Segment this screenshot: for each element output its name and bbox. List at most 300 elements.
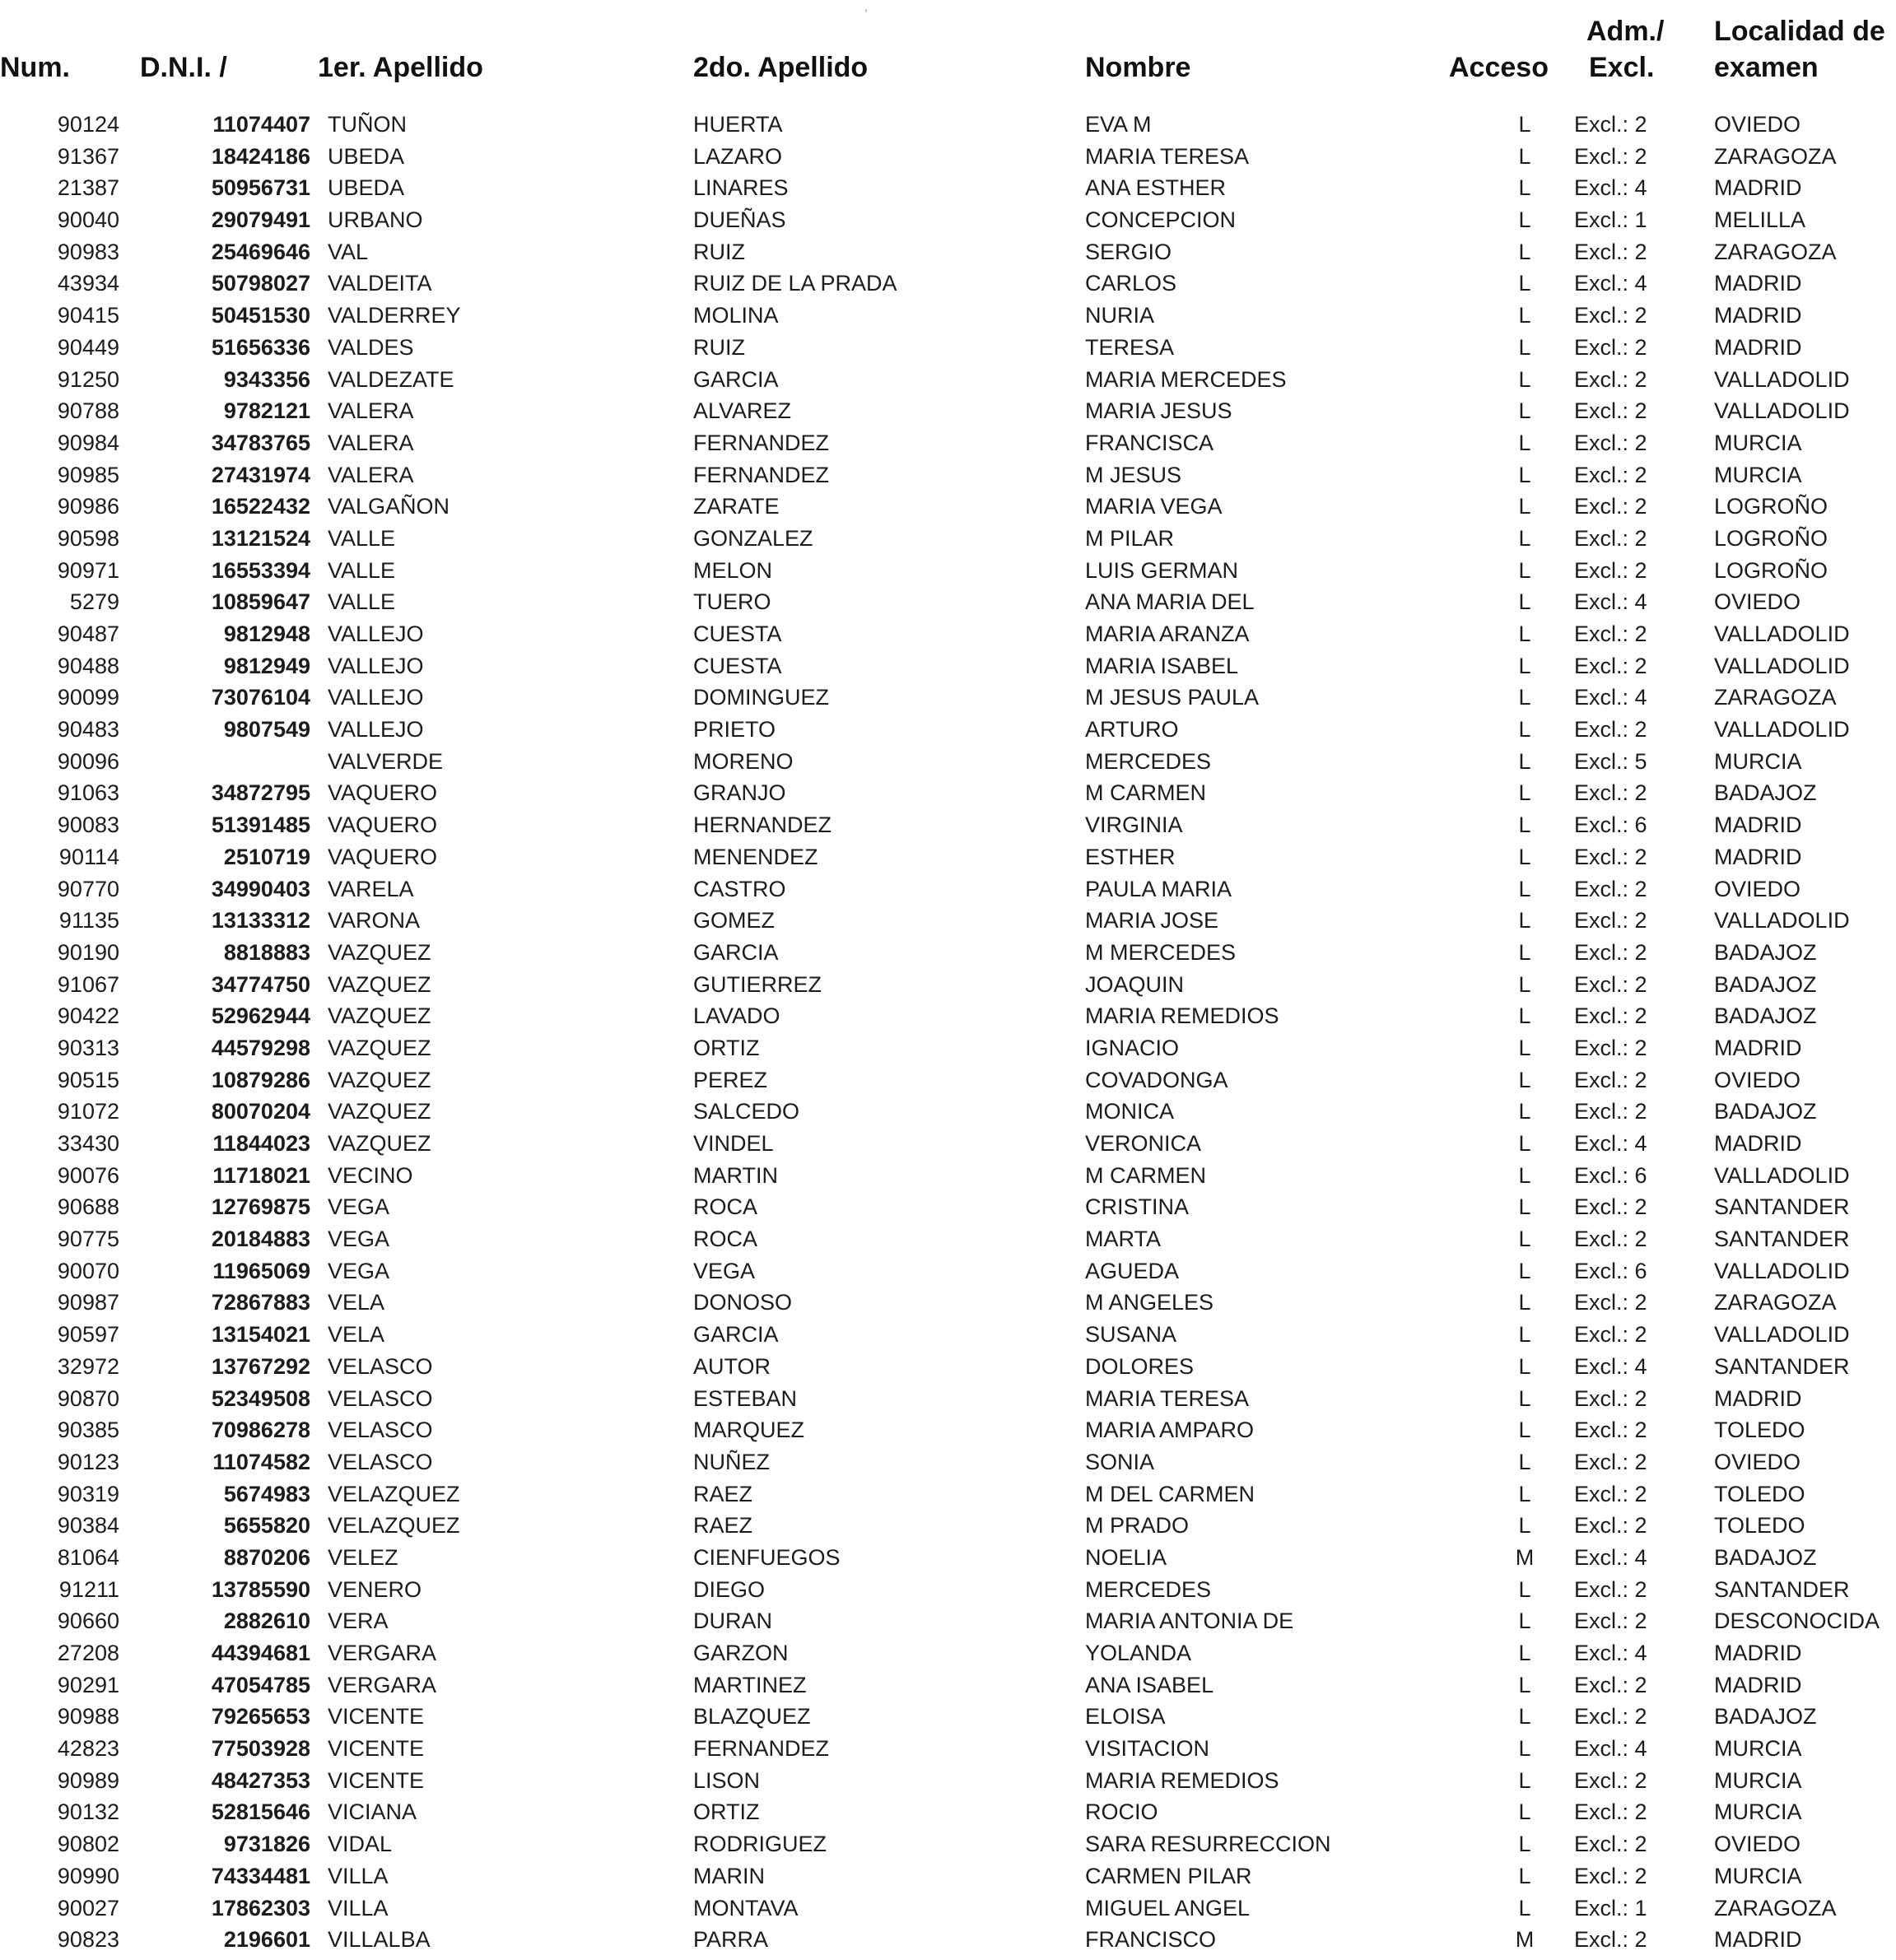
cell-nombre: SARA RESURRECCION — [1085, 1832, 1331, 1857]
cell-dni: 13767292 — [211, 1353, 310, 1379]
cell-adm-excl: Excl.: 2 — [1574, 1385, 1647, 1411]
scan-mark: , — [864, 0, 868, 13]
cell-localidad: VALLADOLID — [1714, 1258, 1850, 1283]
cell-adm-excl: Excl.: 2 — [1574, 1767, 1647, 1793]
cell-apellido2: ESTEBAN — [693, 1385, 798, 1411]
cell-nombre: VIRGINIA — [1085, 812, 1183, 838]
cell-dni: 51391485 — [211, 812, 310, 838]
cell-nombre: NOELIA — [1085, 1544, 1167, 1570]
cell-nombre: IGNACIO — [1085, 1035, 1180, 1060]
cell-adm-excl: Excl.: 2 — [1574, 112, 1647, 137]
table-row — [0, 1096, 1896, 1128]
cell-dni: 77503928 — [211, 1736, 310, 1762]
cell-apellido2: PARRA — [693, 1927, 769, 1953]
cell-adm-excl: Excl.: 2 — [1574, 494, 1647, 519]
table-row — [0, 873, 1896, 906]
cell-dni: 72867883 — [211, 1290, 310, 1315]
cell-num: 32972 — [57, 1353, 119, 1379]
cell-nombre: M JESUS — [1085, 462, 1182, 487]
cell-adm-excl: Excl.: 2 — [1574, 398, 1647, 424]
cell-adm-excl: Excl.: 6 — [1574, 1258, 1647, 1283]
cell-apellido2: RUIZ — [693, 334, 745, 360]
cell-acceso: L — [1518, 1704, 1531, 1730]
cell-acceso: M — [1515, 1927, 1535, 1953]
cell-apellido2: GARCIA — [693, 1322, 779, 1348]
cell-adm-excl: Excl.: 4 — [1574, 1641, 1647, 1665]
cell-nombre: MIGUEL ANGEL — [1085, 1895, 1251, 1920]
cell-localidad: VALLADOLID — [1714, 908, 1850, 933]
cell-localidad: ZARAGOZA — [1714, 239, 1837, 264]
cell-nombre: COVADONGA — [1085, 1067, 1228, 1092]
cell-nombre: SONIA — [1085, 1449, 1155, 1474]
header-adm-line2: Excl. — [1589, 52, 1655, 83]
cell-apellido1: UBEDA — [328, 175, 405, 201]
table-row — [0, 459, 1896, 491]
cell-localidad: MADRID — [1714, 844, 1802, 869]
cell-num: 90989 — [57, 1767, 119, 1793]
cell-num: 90422 — [57, 1003, 119, 1029]
cell-localidad: LOGROÑO — [1714, 494, 1828, 519]
cell-apellido2: DIEGO — [693, 1576, 766, 1602]
cell-nombre: VISITACION — [1085, 1736, 1210, 1762]
cell-num: 90385 — [57, 1418, 119, 1443]
cell-nombre: AGUEDA — [1085, 1258, 1180, 1283]
cell-num: 91063 — [57, 780, 119, 806]
cell-acceso: L — [1518, 462, 1531, 487]
cell-localidad: BADAJOZ — [1714, 780, 1817, 806]
cell-nombre: MERCEDES — [1085, 1576, 1212, 1602]
cell-num: 90190 — [57, 939, 119, 965]
cell-adm-excl: Excl.: 4 — [1574, 1736, 1647, 1762]
cell-apellido2: MARTIN — [693, 1162, 779, 1188]
cell-adm-excl: Excl.: 2 — [1574, 1067, 1647, 1092]
cell-acceso: L — [1518, 1641, 1531, 1665]
cell-localidad: ZARAGOZA — [1714, 685, 1837, 710]
cell-apellido1: VALERA — [328, 430, 414, 455]
cell-apellido1: VAZQUEZ — [328, 1003, 431, 1029]
cell-dni: 34990403 — [211, 876, 310, 901]
cell-num: 90070 — [57, 1258, 119, 1283]
cell-acceso: L — [1518, 1194, 1531, 1220]
cell-acceso: L — [1518, 1481, 1531, 1506]
cell-nombre: M MERCEDES — [1085, 939, 1237, 965]
cell-nombre: M PRADO — [1085, 1513, 1190, 1539]
table-row — [0, 141, 1896, 173]
header-dni: D.N.I. / — [140, 52, 227, 83]
cell-apellido1: VAZQUEZ — [328, 1067, 431, 1092]
cell-adm-excl: Excl.: 2 — [1574, 462, 1647, 487]
cell-num: 90488 — [57, 653, 119, 678]
cell-apellido1: VALLE — [328, 589, 396, 615]
cell-acceso: L — [1518, 1513, 1531, 1539]
table-row — [0, 1383, 1896, 1415]
cell-apellido2: TUERO — [693, 589, 771, 615]
cell-apellido1: VAZQUEZ — [328, 1099, 431, 1124]
cell-adm-excl: Excl.: 4 — [1574, 1353, 1647, 1379]
cell-nombre: M PILAR — [1085, 525, 1175, 551]
cell-adm-excl: Excl.: 2 — [1574, 1290, 1647, 1315]
table-row — [0, 618, 1896, 650]
cell-num: 90983 — [57, 239, 119, 264]
cell-localidad: SANTANDER — [1714, 1353, 1850, 1379]
cell-apellido2: BLAZQUEZ — [693, 1704, 811, 1730]
cell-num: 33430 — [57, 1131, 119, 1156]
cell-apellido2: MOLINA — [693, 303, 779, 328]
cell-adm-excl: Excl.: 2 — [1574, 1449, 1647, 1474]
cell-nombre: M CARMEN — [1085, 1162, 1206, 1188]
cell-nombre: ANA MARIA DEL — [1085, 589, 1255, 615]
cell-nombre: TERESA — [1085, 334, 1175, 360]
cell-adm-excl: Excl.: 2 — [1574, 1704, 1647, 1730]
cell-apellido2: DONOSO — [693, 1290, 793, 1315]
cell-adm-excl: Excl.: 2 — [1574, 1609, 1647, 1634]
cell-localidad: OVIEDO — [1714, 1832, 1801, 1857]
cell-nombre: FRANCISCA — [1085, 430, 1214, 455]
table-row — [0, 300, 1896, 332]
cell-apellido1: VEGA — [328, 1258, 390, 1283]
cell-dni: 16522432 — [211, 494, 310, 519]
cell-dni: 13154021 — [211, 1322, 310, 1348]
cell-nombre: CONCEPCION — [1085, 207, 1237, 233]
cell-apellido1: VERGARA — [328, 1672, 437, 1697]
cell-num: 90076 — [57, 1162, 119, 1188]
cell-nombre: M ANGELES — [1085, 1290, 1214, 1315]
table-row — [0, 1446, 1896, 1478]
cell-adm-excl: Excl.: 2 — [1574, 1035, 1647, 1060]
cell-dni: 9807549 — [223, 717, 310, 743]
cell-num: 90990 — [57, 1863, 119, 1888]
cell-adm-excl: Excl.: 4 — [1574, 271, 1647, 296]
cell-dni: 11844023 — [212, 1131, 310, 1156]
table-row — [0, 1287, 1896, 1319]
cell-localidad: MADRID — [1714, 1927, 1802, 1953]
cell-acceso: L — [1518, 1385, 1531, 1411]
table-row — [0, 969, 1896, 1001]
cell-acceso: L — [1518, 1353, 1531, 1379]
cell-apellido1: VALVERDE — [328, 748, 444, 774]
cell-localidad: ZARAGOZA — [1714, 1895, 1837, 1920]
table-row — [0, 236, 1896, 268]
cell-acceso: L — [1518, 430, 1531, 455]
cell-localidad: MURCIA — [1714, 1799, 1802, 1825]
cell-apellido2: NUÑEZ — [693, 1449, 770, 1474]
table-row — [0, 427, 1896, 459]
cell-apellido1: VELAZQUEZ — [328, 1513, 460, 1539]
cell-num: 90319 — [57, 1481, 119, 1506]
cell-adm-excl: Excl.: 2 — [1574, 1003, 1647, 1029]
cell-dni: 25469646 — [211, 239, 310, 264]
cell-adm-excl: Excl.: 2 — [1574, 908, 1647, 933]
cell-apellido2: MELON — [693, 557, 773, 583]
header-adm-line1: Adm./ — [1586, 16, 1665, 47]
cell-apellido1: VICIANA — [328, 1799, 417, 1825]
cell-dni: 74334481 — [211, 1863, 310, 1888]
cell-num: 81064 — [57, 1544, 119, 1570]
cell-acceso: L — [1518, 748, 1531, 774]
cell-apellido1: VERA — [328, 1609, 389, 1634]
cell-num: 90099 — [57, 685, 119, 710]
cell-nombre: SUSANA — [1085, 1322, 1177, 1348]
cell-adm-excl: Excl.: 2 — [1574, 1799, 1647, 1825]
cell-dni: 34872795 — [211, 780, 310, 806]
cell-num: 90291 — [57, 1672, 119, 1697]
table-row — [0, 268, 1896, 300]
cell-localidad: MURCIA — [1714, 462, 1802, 487]
cell-dni: 34783765 — [211, 430, 310, 455]
cell-adm-excl: Excl.: 4 — [1574, 589, 1647, 615]
cell-acceso: L — [1518, 1035, 1531, 1060]
cell-apellido1: VILLA — [328, 1863, 389, 1888]
cell-apellido2: ORTIZ — [693, 1799, 760, 1825]
cell-nombre: MARIA MERCEDES — [1085, 366, 1287, 392]
cell-apellido1: VALLEJO — [328, 653, 424, 678]
table-row — [0, 1924, 1896, 1956]
cell-apellido2: RUIZ DE LA PRADA — [693, 271, 897, 296]
cell-adm-excl: Excl.: 2 — [1574, 971, 1647, 997]
cell-acceso: L — [1518, 971, 1531, 997]
cell-acceso: L — [1518, 876, 1531, 901]
cell-nombre: CARMEN PILAR — [1085, 1863, 1252, 1888]
cell-dni: 52349508 — [211, 1385, 310, 1411]
cell-adm-excl: Excl.: 2 — [1574, 844, 1647, 869]
cell-apellido1: VECINO — [328, 1162, 413, 1188]
cell-adm-excl: Excl.: 5 — [1574, 748, 1647, 774]
cell-nombre: ANA ISABEL — [1085, 1672, 1214, 1697]
cell-apellido1: VELASCO — [328, 1418, 433, 1443]
cell-num: 91250 — [57, 366, 119, 392]
table-row — [0, 555, 1896, 587]
cell-nombre: M DEL CARMEN — [1085, 1481, 1255, 1506]
cell-nombre: MARIA TERESA — [1085, 1385, 1250, 1411]
header-acceso: Acceso — [1449, 52, 1549, 83]
cell-nombre: CARLOS — [1085, 271, 1177, 296]
cell-num: 91367 — [57, 143, 119, 169]
cell-acceso: L — [1518, 1258, 1531, 1283]
cell-nombre: MARIA REMEDIOS — [1085, 1767, 1279, 1793]
cell-apellido1: VAZQUEZ — [328, 939, 431, 965]
cell-apellido1: VARELA — [328, 876, 414, 901]
cell-localidad: SANTANDER — [1714, 1194, 1850, 1220]
table-row — [0, 650, 1896, 682]
cell-apellido1: VIDAL — [328, 1832, 393, 1857]
cell-adm-excl: Excl.: 2 — [1574, 717, 1647, 743]
cell-localidad: MURCIA — [1714, 1736, 1802, 1762]
cell-num: 90987 — [57, 1290, 119, 1315]
cell-localidad: MURCIA — [1714, 430, 1802, 455]
cell-apellido2: ROCA — [693, 1227, 758, 1252]
table-row — [0, 1319, 1896, 1351]
cell-adm-excl: Excl.: 2 — [1574, 1322, 1647, 1348]
cell-apellido1: VELASCO — [328, 1449, 433, 1474]
cell-acceso: L — [1518, 303, 1531, 328]
cell-dni: 20184883 — [211, 1227, 310, 1252]
cell-apellido1: VALLE — [328, 525, 396, 551]
cell-dni: 11074582 — [212, 1449, 310, 1474]
cell-acceso: L — [1518, 939, 1531, 965]
cell-localidad: BADAJOZ — [1714, 939, 1817, 965]
header-num: Num. — [0, 52, 70, 83]
cell-num: 42823 — [57, 1736, 119, 1762]
cell-localidad: MADRID — [1714, 1035, 1802, 1060]
cell-num: 91211 — [58, 1576, 119, 1602]
cell-apellido1: VILLALBA — [328, 1927, 431, 1953]
cell-acceso: L — [1518, 1067, 1531, 1092]
cell-apellido2: FERNANDEZ — [693, 430, 830, 455]
cell-acceso: L — [1518, 1003, 1531, 1029]
cell-dni: 52962944 — [211, 1003, 310, 1029]
header-nombre: Nombre — [1085, 52, 1191, 83]
cell-nombre: NURIA — [1085, 303, 1155, 328]
cell-apellido2: FERNANDEZ — [693, 1736, 830, 1762]
cell-adm-excl: Excl.: 2 — [1574, 876, 1647, 901]
table-row — [0, 332, 1896, 364]
cell-apellido2: VEGA — [693, 1258, 756, 1283]
cell-acceso: L — [1518, 1576, 1531, 1602]
cell-nombre: MARIA AMPARO — [1085, 1418, 1255, 1443]
cell-num: 90802 — [57, 1832, 119, 1857]
cell-apellido1: VAZQUEZ — [328, 1035, 431, 1060]
cell-adm-excl: Excl.: 2 — [1574, 1832, 1647, 1857]
cell-adm-excl: Excl.: 1 — [1574, 1895, 1647, 1920]
cell-nombre: M JESUS PAULA — [1085, 685, 1260, 710]
cell-apellido1: VILLA — [328, 1895, 389, 1920]
cell-acceso: L — [1518, 1131, 1531, 1156]
cell-dni: 13133312 — [211, 908, 310, 933]
cell-num: 90483 — [57, 717, 119, 743]
cell-apellido2: PEREZ — [693, 1067, 768, 1092]
cell-localidad: ZARAGOZA — [1714, 1290, 1837, 1315]
cell-acceso: L — [1518, 239, 1531, 264]
cell-localidad: OVIEDO — [1714, 112, 1801, 137]
cell-apellido1: VARONA — [328, 908, 421, 933]
table-row — [0, 364, 1896, 396]
cell-localidad: BADAJOZ — [1714, 971, 1817, 997]
cell-localidad: OVIEDO — [1714, 1067, 1801, 1092]
cell-num: 90132 — [57, 1799, 119, 1825]
cell-apellido1: VELA — [328, 1290, 385, 1315]
cell-acceso: L — [1518, 717, 1531, 743]
cell-nombre: M CARMEN — [1085, 780, 1206, 806]
cell-apellido2: GONZALEZ — [693, 525, 813, 551]
cell-acceso: L — [1518, 366, 1531, 392]
table-row — [0, 1733, 1896, 1765]
cell-dni: 2196601 — [223, 1927, 310, 1953]
cell-apellido1: VICENTE — [328, 1704, 425, 1730]
table-row — [0, 1191, 1896, 1223]
cell-dni: 50451530 — [211, 303, 310, 328]
cell-localidad: OVIEDO — [1714, 876, 1801, 901]
cell-acceso: M — [1515, 1544, 1535, 1570]
cell-nombre: CRISTINA — [1085, 1194, 1190, 1220]
cell-dni: 11074407 — [212, 112, 310, 137]
cell-acceso: L — [1518, 1322, 1531, 1348]
cell-adm-excl: Excl.: 2 — [1574, 334, 1647, 360]
cell-apellido1: VELAZQUEZ — [328, 1481, 460, 1506]
cell-acceso: L — [1518, 589, 1531, 615]
cell-localidad: MADRID — [1714, 334, 1802, 360]
table-row — [0, 1478, 1896, 1511]
table-row — [0, 109, 1896, 141]
cell-nombre: MARIA JOSE — [1085, 908, 1219, 933]
cell-nombre: MONICA — [1085, 1099, 1174, 1124]
cell-dni: 51656336 — [211, 334, 310, 360]
cell-acceso: L — [1518, 112, 1531, 137]
cell-adm-excl: Excl.: 2 — [1574, 1927, 1647, 1953]
cell-acceso: L — [1518, 1099, 1531, 1124]
table-row — [0, 1351, 1896, 1383]
cell-acceso: L — [1518, 1162, 1531, 1188]
cell-acceso: L — [1518, 685, 1531, 710]
cell-adm-excl: Excl.: 2 — [1574, 1576, 1647, 1602]
cell-localidad: ZARAGOZA — [1714, 143, 1837, 169]
cell-acceso: L — [1518, 1672, 1531, 1697]
cell-dni: 50798027 — [211, 271, 310, 296]
cell-apellido2: FERNANDEZ — [693, 462, 830, 487]
cell-apellido1: VEGA — [328, 1194, 390, 1220]
cell-localidad: MURCIA — [1714, 1767, 1802, 1793]
cell-dni: 73076104 — [211, 685, 310, 710]
cell-nombre: VERONICA — [1085, 1131, 1202, 1156]
cell-apellido2: LAVADO — [693, 1003, 780, 1029]
cell-num: 90988 — [57, 1704, 119, 1730]
cell-localidad: TOLEDO — [1714, 1513, 1805, 1539]
cell-num: 27208 — [57, 1641, 119, 1665]
cell-acceso: L — [1518, 812, 1531, 838]
cell-localidad: VALLADOLID — [1714, 1322, 1850, 1348]
cell-apellido2: HERNANDEZ — [693, 812, 832, 838]
cell-apellido1: VAL — [328, 239, 369, 264]
cell-localidad: MADRID — [1714, 1641, 1802, 1665]
table-row — [0, 395, 1896, 427]
table-row — [0, 682, 1896, 714]
cell-num: 90313 — [57, 1035, 119, 1060]
cell-localidad: VALLADOLID — [1714, 398, 1850, 424]
cell-acceso: L — [1518, 1767, 1531, 1793]
cell-localidad: BADAJOZ — [1714, 1003, 1817, 1029]
cell-localidad: OVIEDO — [1714, 589, 1801, 615]
cell-apellido2: DUEÑAS — [693, 207, 786, 233]
cell-adm-excl: Excl.: 2 — [1574, 366, 1647, 392]
cell-localidad: MADRID — [1714, 812, 1802, 838]
cell-nombre: MARIA ANTONIA DE — [1085, 1609, 1294, 1634]
cell-apellido2: HUERTA — [693, 112, 783, 137]
cell-adm-excl: Excl.: 2 — [1574, 1227, 1647, 1252]
table-row — [0, 1064, 1896, 1096]
cell-adm-excl: Excl.: 2 — [1574, 939, 1647, 965]
table-row — [0, 586, 1896, 618]
cell-dni: 52815646 — [211, 1799, 310, 1825]
cell-acceso: L — [1518, 1736, 1531, 1762]
cell-localidad: SANTANDER — [1714, 1576, 1850, 1602]
cell-apellido2: SALCEDO — [693, 1099, 800, 1124]
cell-num: 90515 — [57, 1067, 119, 1092]
table-row — [0, 714, 1896, 746]
header-apellido1: 1er. Apellido — [318, 52, 483, 83]
table-row — [0, 1574, 1896, 1606]
cell-localidad: VALLADOLID — [1714, 717, 1850, 743]
cell-apellido1: VERGARA — [328, 1641, 437, 1665]
cell-nombre: ESTHER — [1085, 844, 1176, 869]
table-row — [0, 1128, 1896, 1160]
cell-apellido2: MENENDEZ — [693, 844, 818, 869]
cell-acceso: L — [1518, 908, 1531, 933]
cell-nombre: ROCIO — [1085, 1799, 1158, 1825]
cell-acceso: L — [1518, 334, 1531, 360]
cell-localidad: TOLEDO — [1714, 1418, 1805, 1443]
cell-adm-excl: Excl.: 2 — [1574, 525, 1647, 551]
cell-apellido2: GOMEZ — [693, 908, 775, 933]
cell-apellido1: VELA — [328, 1322, 385, 1348]
